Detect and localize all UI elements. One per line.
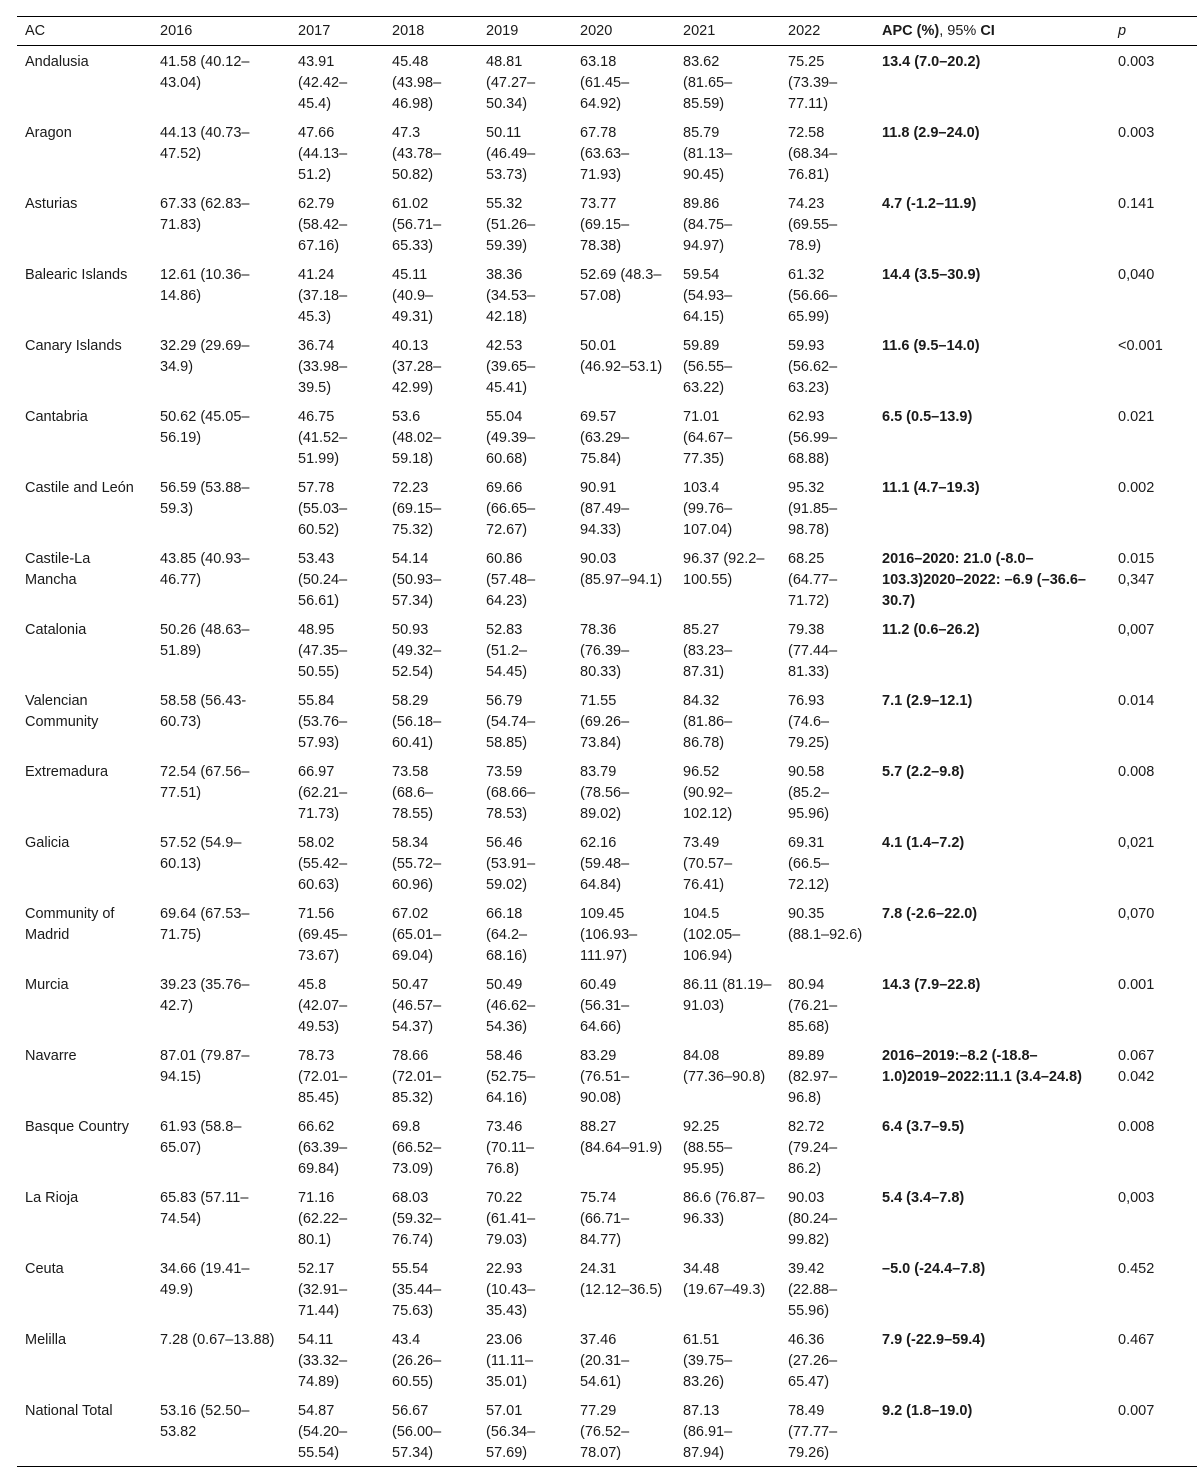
cell-2016: 53.16 (52.50–53.82	[160, 1403, 250, 1440]
cell-2022: 95.32 (91.85–98.78)	[788, 480, 838, 538]
cell-apc: 5.4 (3.4–7.8)	[882, 1190, 965, 1206]
cell-2020: 24.31 (12.12–36.5)	[580, 1261, 663, 1298]
cell-2018: 54.14 (50.93–57.34)	[392, 551, 442, 609]
cell-apc: 13.4 (7.0–20.2)	[882, 54, 981, 70]
table-row	[17, 330, 1197, 401]
cell-2018: 47.3 (43.78–50.82)	[392, 125, 442, 183]
cell-2021: 86.11 (81.19–91.03)	[683, 977, 772, 1014]
cell-2017: 62.79 (58.42–67.16)	[298, 196, 348, 254]
cell-2020: 109.45 (106.93–111.97)	[580, 906, 638, 964]
cell-p: 0.003	[1118, 125, 1155, 141]
cell-p: 0.021	[1118, 409, 1155, 425]
cell-2019: 73.59 (68.66–78.53)	[486, 764, 536, 822]
cell-2016: 32.29 (29.69–34.9)	[160, 338, 250, 375]
table-body	[17, 46, 1197, 1467]
cell-2019: 73.46 (70.11–76.8)	[486, 1119, 535, 1177]
cell-2021: 84.08 (77.36–90.8)	[683, 1048, 766, 1085]
cell-2022: 82.72 (79.24–86.2)	[788, 1119, 838, 1177]
cell-2018: 67.02 (65.01–69.04)	[392, 906, 442, 964]
cell-2016: 43.85 (40.93–46.77)	[160, 551, 250, 588]
cell-2021: 59.89 (56.55–63.22)	[683, 338, 733, 396]
cell-2017: 41.24 (37.18–45.3)	[298, 267, 348, 325]
cell-2016: 7.28 (0.67–13.88)	[160, 1332, 275, 1348]
cell-2020: 52.69 (48.3–57.08)	[580, 267, 662, 304]
cell-2017: 54.87 (54.20–55.54)	[298, 1403, 348, 1461]
cell-apc: 7.1 (2.9–12.1)	[882, 693, 973, 709]
header-2017: 2017	[298, 23, 331, 39]
cell-p: 0.007	[1118, 1403, 1155, 1419]
cell-2017: 54.11 (33.32–74.89)	[298, 1332, 348, 1390]
cell-2022: 68.25 (64.77–71.72)	[788, 551, 838, 609]
cell-2020: 60.49 (56.31–64.66)	[580, 977, 630, 1035]
cell-2017: 71.56 (69.45–73.67)	[298, 906, 348, 964]
cell-apc: 11.6 (9.5–14.0)	[882, 338, 980, 354]
cell-2019: 60.86 (57.48–64.23)	[486, 551, 536, 609]
cell-p: 0,070	[1118, 906, 1155, 922]
cell-2021: 59.54 (54.93–64.15)	[683, 267, 733, 325]
cell-2016: 39.23 (35.76–42.7)	[160, 977, 250, 1014]
cell-2017: 66.97 (62.21–71.73)	[298, 764, 348, 822]
table-row	[17, 259, 1197, 330]
cell-2019: 70.22 (61.41–79.03)	[486, 1190, 536, 1248]
cell-2022: 89.89 (82.97–96.8)	[788, 1048, 838, 1106]
cell-2019: 55.04 (49.39–60.68)	[486, 409, 536, 467]
cell-2017: 58.02 (55.42–60.63)	[298, 835, 348, 893]
cell-2021: 104.5 (102.05–106.94)	[683, 906, 741, 964]
header-2021: 2021	[683, 23, 716, 39]
header-2019: 2019	[486, 23, 519, 39]
cell-2022: 78.49 (77.77–79.26)	[788, 1403, 838, 1461]
cell-2018: 43.4 (26.26–60.55)	[392, 1332, 442, 1390]
cell-apc: 11.1 (4.7–19.3)	[882, 480, 980, 496]
cell-2021: 85.79 (81.13–90.45)	[683, 125, 733, 183]
cell-2017: 66.62 (63.39–69.84)	[298, 1119, 348, 1177]
table-row	[17, 401, 1197, 472]
cell-2021: 103.4 (99.76–107.04)	[683, 480, 733, 538]
table-row	[17, 614, 1197, 685]
cell-apc: 6.5 (0.5–13.9)	[882, 409, 973, 425]
table-row	[17, 1182, 1197, 1253]
cell-2022: 39.42 (22.88–55.96)	[788, 1261, 838, 1319]
cell-p: 0,040	[1118, 267, 1155, 283]
cell-2020: 78.36 (76.39–80.33)	[580, 622, 630, 680]
table-row	[17, 117, 1197, 188]
cell-ac: Castile-La Mancha	[25, 551, 91, 588]
table-row	[17, 46, 1197, 118]
cell-2022: 79.38 (77.44–81.33)	[788, 622, 838, 680]
cell-p: 0.002	[1118, 480, 1155, 496]
cell-2019: 38.36 (34.53–42.18)	[486, 267, 536, 325]
cell-apc: 2016–2019:–8.2 (-18.8–1.0)2019–2022:11.1 (3.4–24.8)	[882, 1048, 1082, 1085]
cell-2017: 53.43 (50.24–56.61)	[298, 551, 348, 609]
cell-ac: Andalusia	[25, 54, 89, 70]
cell-2019: 50.11 (46.49–53.73)	[486, 125, 536, 183]
cell-2022: 74.23 (69.55–78.9)	[788, 196, 838, 254]
cell-2021: 96.37 (92.2–100.55)	[683, 551, 765, 588]
cell-apc: 7.8 (-2.6–22.0)	[882, 906, 978, 922]
header-2016: 2016	[160, 23, 193, 39]
cell-2020: 83.29 (76.51–90.08)	[580, 1048, 630, 1106]
cell-p: 0.467	[1118, 1332, 1155, 1348]
cell-2020: 75.74 (66.71–84.77)	[580, 1190, 630, 1248]
cell-2022: 69.31 (66.5–72.12)	[788, 835, 830, 893]
cell-p: 0.001	[1118, 977, 1155, 993]
table-row	[17, 1253, 1197, 1324]
cell-apc: 5.7 (2.2–9.8)	[882, 764, 965, 780]
cell-2016: 72.54 (67.56–77.51)	[160, 764, 250, 801]
table-row	[17, 188, 1197, 259]
cell-2018: 45.48 (43.98–46.98)	[392, 54, 442, 112]
cell-2018: 78.66 (72.01–85.32)	[392, 1048, 442, 1106]
cell-2022: 80.94 (76.21–85.68)	[788, 977, 838, 1035]
cell-apc: 4.7 (-1.2–11.9)	[882, 196, 977, 212]
cell-2019: 50.49 (46.62–54.36)	[486, 977, 536, 1035]
cell-2016: 58.58 (56.43-60.73)	[160, 693, 247, 730]
cell-2016: 50.26 (48.63–51.89)	[160, 622, 250, 659]
table-row	[17, 1395, 1197, 1467]
cell-2021: 73.49 (70.57–76.41)	[683, 835, 733, 893]
cell-apc: 11.2 (0.6–26.2)	[882, 622, 980, 638]
cell-ac: Canary Islands	[25, 338, 122, 354]
cell-ac: Asturias	[25, 196, 78, 212]
cell-2019: 22.93 (10.43–35.43)	[486, 1261, 536, 1319]
cell-2017: 43.91 (42.42–45.4)	[298, 54, 348, 112]
cell-2020: 90.03 (85.97–94.1)	[580, 551, 663, 588]
cell-2018: 45.11 (40.9–49.31)	[392, 267, 434, 325]
cell-apc: 6.4 (3.7–9.5)	[882, 1119, 965, 1135]
header-2020: 2020	[580, 23, 613, 39]
cell-2016: 61.93 (58.8–65.07)	[160, 1119, 242, 1156]
cell-2020: 71.55 (69.26–73.84)	[580, 693, 630, 751]
cell-2017: 46.75 (41.52–51.99)	[298, 409, 348, 467]
cell-2022: 62.93 (56.99–68.88)	[788, 409, 838, 467]
cell-ac: Balearic Islands	[25, 267, 128, 283]
cell-ac: Community of Madrid	[25, 906, 115, 943]
cell-2016: 87.01 (79.87–94.15)	[160, 1048, 250, 1085]
cell-ac: Catalonia	[25, 622, 87, 638]
header-row	[17, 17, 1197, 46]
cell-2021: 96.52 (90.92–102.12)	[683, 764, 733, 822]
cell-p: 0,003	[1118, 1190, 1155, 1206]
cell-ac: Extremadura	[25, 764, 109, 780]
cell-2021: 87.13 (86.91–87.94)	[683, 1403, 733, 1461]
cell-2022: 72.58 (68.34–76.81)	[788, 125, 838, 183]
cell-2018: 53.6 (48.02–59.18)	[392, 409, 442, 467]
cell-2018: 72.23 (69.15–75.32)	[392, 480, 442, 538]
cell-2018: 68.03 (59.32–76.74)	[392, 1190, 442, 1248]
cell-2016: 50.62 (45.05–56.19)	[160, 409, 250, 446]
cell-p: <0.001	[1118, 338, 1163, 354]
cell-2019: 55.32 (51.26–59.39)	[486, 196, 536, 254]
cell-2020: 50.01 (46.92–53.1)	[580, 338, 663, 375]
cell-2017: 48.95 (47.35–50.55)	[298, 622, 348, 680]
table-row	[17, 1040, 1197, 1111]
cell-2020: 88.27 (84.64–91.9)	[580, 1119, 663, 1156]
table-row	[17, 1324, 1197, 1395]
cell-2022: 61.32 (56.66–65.99)	[788, 267, 838, 325]
cell-2016: 57.52 (54.9–60.13)	[160, 835, 242, 872]
cell-ac: Castile and León	[25, 480, 134, 496]
cell-2019: 56.46 (53.91–59.02)	[486, 835, 536, 893]
cell-apc: 9.2 (1.8–19.0)	[882, 1403, 973, 1419]
cell-2021: 84.32 (81.86–86.78)	[683, 693, 733, 751]
cell-p: 0.452	[1118, 1261, 1155, 1277]
cell-2020: 69.57 (63.29–75.84)	[580, 409, 630, 467]
header-ac: AC	[25, 23, 46, 39]
cell-2016: 41.58 (40.12–43.04)	[160, 54, 250, 91]
cell-2019: 52.83 (51.2–54.45)	[486, 622, 528, 680]
cell-2019: 57.01 (56.34–57.69)	[486, 1403, 536, 1461]
cell-p: 0.015 0,347	[1118, 551, 1155, 588]
cell-ac: National Total	[25, 1403, 113, 1419]
cell-ac: Murcia	[25, 977, 69, 993]
cell-2017: 57.78 (55.03–60.52)	[298, 480, 348, 538]
cell-2017: 52.17 (32.91–71.44)	[298, 1261, 348, 1319]
cell-apc: –5.0 (-24.4–7.8)	[882, 1261, 986, 1277]
cell-2017: 36.74 (33.98–39.5)	[298, 338, 348, 396]
cell-ac: Basque Country	[25, 1119, 129, 1135]
cell-2022: 76.93 (74.6–79.25)	[788, 693, 830, 751]
cell-2018: 73.58 (68.6–78.55)	[392, 764, 434, 822]
header-2022: 2022	[788, 23, 821, 39]
cell-2021: 89.86 (84.75–94.97)	[683, 196, 733, 254]
cell-2020: 77.29 (76.52–78.07)	[580, 1403, 630, 1461]
cell-2017: 45.8 (42.07–49.53)	[298, 977, 348, 1035]
cell-2020: 90.91 (87.49–94.33)	[580, 480, 630, 538]
cell-ac: Ceuta	[25, 1261, 64, 1277]
cell-ac: La Rioja	[25, 1190, 79, 1206]
header-apc-ci-prefix: , 95%	[939, 23, 981, 39]
cell-2019: 58.46 (52.75–64.16)	[486, 1048, 536, 1106]
table-header	[17, 17, 1197, 46]
cell-2018: 50.47 (46.57–54.37)	[392, 977, 442, 1035]
cell-ac: Valencian Community	[25, 693, 99, 730]
cell-p: 0.014	[1118, 693, 1155, 709]
cell-2021: 34.48 (19.67–49.3)	[683, 1261, 766, 1298]
cell-2019: 23.06 (11.11–35.01)	[486, 1332, 534, 1390]
cell-p: 0,007	[1118, 622, 1155, 638]
cell-2022: 46.36 (27.26–65.47)	[788, 1332, 838, 1390]
cell-2021: 71.01 (64.67–77.35)	[683, 409, 733, 467]
cell-ac: Galicia	[25, 835, 70, 851]
table-row	[17, 969, 1197, 1040]
cell-2018: 61.02 (56.71–65.33)	[392, 196, 442, 254]
cell-2019: 69.66 (66.65–72.67)	[486, 480, 536, 538]
cell-2016: 12.61 (10.36–14.86)	[160, 267, 250, 304]
cell-ac: Navarre	[25, 1048, 77, 1064]
header-apc-ci: CI	[980, 23, 995, 39]
cell-p: 0.008	[1118, 764, 1155, 780]
cell-2017: 47.66 (44.13–51.2)	[298, 125, 348, 183]
cell-2017: 78.73 (72.01–85.45)	[298, 1048, 348, 1106]
cell-2022: 90.35 (88.1–92.6)	[788, 906, 863, 943]
table-row	[17, 898, 1197, 969]
cell-2020: 83.79 (78.56–89.02)	[580, 764, 630, 822]
cell-2021: 86.6 (76.87–96.33)	[683, 1190, 765, 1227]
cell-2020: 37.46 (20.31–54.61)	[580, 1332, 630, 1390]
cell-ac: Aragon	[25, 125, 72, 141]
cell-2020: 63.18 (61.45–64.92)	[580, 54, 630, 112]
cell-2016: 56.59 (53.88–59.3)	[160, 480, 250, 517]
cell-p: 0.003	[1118, 54, 1155, 70]
table-row	[17, 756, 1197, 827]
cell-2017: 55.84 (53.76–57.93)	[298, 693, 348, 751]
cell-p: 0,021	[1118, 835, 1155, 851]
cell-ac: Melilla	[25, 1332, 67, 1348]
cell-2016: 69.64 (67.53–71.75)	[160, 906, 250, 943]
cell-p: 0.008	[1118, 1119, 1155, 1135]
header-apc	[874, 17, 1110, 46]
cell-2016: 44.13 (40.73–47.52)	[160, 125, 250, 162]
cell-2018: 56.67 (56.00–57.34)	[392, 1403, 442, 1461]
cell-2016: 34.66 (19.41–49.9)	[160, 1261, 250, 1298]
cell-2016: 67.33 (62.83–71.83)	[160, 196, 250, 233]
cell-apc: 7.9 (-22.9–59.4)	[882, 1332, 986, 1348]
header-2018: 2018	[392, 23, 425, 39]
cell-2021: 83.62 (81.65–85.59)	[683, 54, 733, 112]
cell-2021: 61.51 (39.75–83.26)	[683, 1332, 733, 1390]
cell-p: 0.141	[1118, 196, 1155, 212]
cell-2018: 50.93 (49.32–52.54)	[392, 622, 442, 680]
cell-ac: Cantabria	[25, 409, 88, 425]
cell-2022: 75.25 (73.39–77.11)	[788, 54, 838, 112]
table-row	[17, 543, 1197, 614]
cell-2022: 90.58 (85.2–95.96)	[788, 764, 830, 822]
cell-2021: 85.27 (83.23–87.31)	[683, 622, 733, 680]
cell-2020: 73.77 (69.15–78.38)	[580, 196, 630, 254]
cell-2022: 90.03 (80.24–99.82)	[788, 1190, 838, 1248]
cell-2020: 62.16 (59.48–64.84)	[580, 835, 630, 893]
table-row	[17, 1111, 1197, 1182]
cell-2019: 42.53 (39.65–45.41)	[486, 338, 536, 396]
cell-apc: 11.8 (2.9–24.0)	[882, 125, 980, 141]
cell-2018: 69.8 (66.52–73.09)	[392, 1119, 442, 1177]
cell-2018: 58.34 (55.72–60.96)	[392, 835, 442, 893]
cell-2016: 65.83 (57.11–74.54)	[160, 1190, 249, 1227]
cell-2019: 66.18 (64.2–68.16)	[486, 906, 528, 964]
cell-2018: 40.13 (37.28–42.99)	[392, 338, 442, 396]
header-apc-label: APC (%)	[882, 23, 940, 39]
apc-table	[17, 16, 1197, 1467]
cell-2018: 55.54 (35.44–75.63)	[392, 1261, 442, 1319]
cell-apc: 4.1 (1.4–7.2)	[882, 835, 965, 851]
cell-2019: 48.81 (47.27–50.34)	[486, 54, 536, 112]
cell-2022: 59.93 (56.62–63.23)	[788, 338, 838, 396]
cell-p: 0.067 0.042	[1118, 1048, 1155, 1085]
table-row	[17, 472, 1197, 543]
cell-2018: 58.29 (56.18–60.41)	[392, 693, 442, 751]
cell-2019: 56.79 (54.74–58.85)	[486, 693, 536, 751]
cell-2020: 67.78 (63.63–71.93)	[580, 125, 630, 183]
cell-2021: 92.25 (88.55–95.95)	[683, 1119, 733, 1177]
cell-apc: 14.3 (7.9–22.8)	[882, 977, 981, 993]
table-row	[17, 685, 1197, 756]
cell-apc: 2016–2020: 21.0 (-8.0–103.3)2020–2022: –6.9 (–36.6–30.7)	[882, 551, 1086, 609]
cell-2017: 71.16 (62.22–80.1)	[298, 1190, 348, 1248]
header-p: p	[1118, 23, 1127, 39]
table-row	[17, 827, 1197, 898]
cell-apc: 14.4 (3.5–30.9)	[882, 267, 981, 283]
